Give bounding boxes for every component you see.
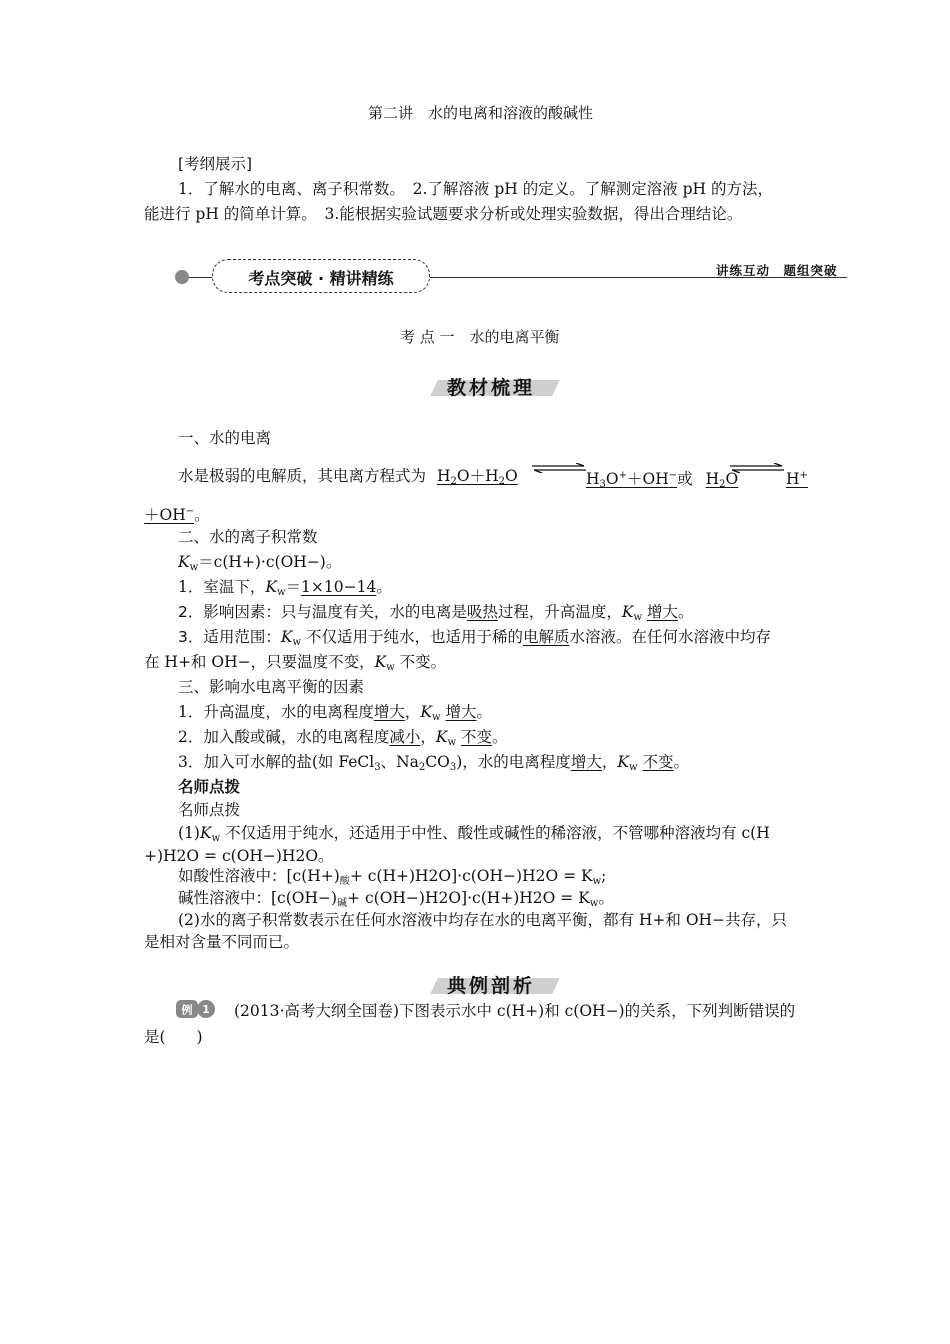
heading-ion-product: 二、水的离子积常数 [178, 528, 318, 546]
item-scope: 3．适用范围：$K_w$ 不仅适用于纯水，也适用于稀的电解质水溶液。在任何水溶液中均存 [178, 628, 772, 648]
kaodian-heading: 考 点 一 水的电离平衡 [400, 328, 560, 346]
item-factors: 2．影响因素：只与温度有关，水的电离是吸热过程，升高温度，$K_w$ 增大。 [178, 603, 694, 623]
tip-heading: 名师点拨 [178, 778, 241, 796]
tip-subheading: 名师点拨 [178, 801, 241, 819]
kw-value: 1×10−14 [301, 578, 377, 596]
heading-water-ionization: 一、水的电离 [178, 429, 272, 447]
factor-acid-base: 2．加入酸或碱，水的电离程度减小，$K_w$ 不变。 [178, 728, 508, 748]
tip-1-cont: +)H2O = c(OH−)H2O。 [144, 847, 334, 865]
item-scope-cont: 在 H+和 OH−，只要温度不变，$K_w$ 不变。 [144, 653, 447, 673]
tip-2-cont: 是相对含量不同而已。 [144, 933, 300, 951]
ionization-end: 。 [194, 506, 210, 524]
heading-factors: 三、影响水电离平衡的因素 [178, 678, 365, 696]
ionization-equation-line: 水是极弱的电解质，其电离方程式为 $H_2O+H_2O$ [178, 467, 518, 487]
outline-line-1: 1．了解水的电离、离子积常数。 2.了解溶液 pH 的定义。了解测定溶液 pH 的方法， [178, 180, 773, 198]
tip-2: (2)水的离子积常数表示在任何水溶液中均存在水的电离平衡，都有 H+和 OH−共存，只 [178, 911, 788, 929]
banner-title: 考点突破 · 精讲精练 [248, 269, 394, 288]
section-band-examples-label: 典例剖析 [446, 975, 535, 997]
outline-line-2: 能进行 pH 的简单计算。 3.能根据实验试题要求分析或处理实验数据，得出合理结论。 [144, 205, 743, 223]
item-room-temp: 1．室温下，$K_w=1\times 10-14$。 [178, 578, 392, 598]
svg-text:1: 1 [202, 1003, 210, 1016]
example-1-line-2: 是( ) [144, 1028, 203, 1046]
factor-salt: 3．加入可水解的盐(如 FeCl$_3$、$Na_2CO_3$)，水的电离程度增大，$K_w$ 不变。 [178, 753, 689, 773]
banner-subtitle: 讲练互动 题组突破 [716, 263, 838, 278]
ionization-or: 或 [677, 470, 693, 488]
tip-base: 碱性溶液中：$[c(OH-)_碱+ c(OH-)H2O]\cdot c(H+)H2O = K_w$。 [178, 889, 614, 909]
example-badge-icon [176, 999, 216, 1019]
banner-dot-icon [175, 270, 189, 284]
section-band-examples [426, 968, 556, 998]
banner-box [212, 259, 430, 293]
lecture-title: 第二讲 水的电离和溶液的酸碱性 [368, 104, 594, 122]
outline-heading: [考纲展示] [178, 155, 253, 173]
equilibrium-arrow-icon [730, 463, 784, 473]
kw-definition: $K_w=c(H+)\cdot c(OH-)$。 [178, 553, 342, 573]
section-band-textbook-label: 教材梳理 [446, 377, 535, 399]
example-1-line-1: (2013·高考大纲全国卷)下图表示水中 c(H+)和 c(OH−)的关系，下列判断错误的 [234, 1002, 796, 1020]
factor-temperature: 1．升高温度，水的电离程度增大，$K_w$ 增大。 [178, 703, 493, 723]
ionization-intro: 水是极弱的电解质，其电离方程式为 [178, 467, 427, 485]
tip-1: $(1)K_w$ 不仅适用于纯水，还适用于中性、酸性或碱性的稀溶液，不管哪种溶液均有 c(H [178, 824, 770, 844]
section-band-textbook [426, 370, 556, 400]
tip-acid: 如酸性溶液中：$[c(H+)_酸+ c(H+)H2O]\cdot c(OH-)H2O = K_w$; [178, 867, 607, 887]
svg-text:例: 例 [181, 1003, 193, 1017]
example-source: 高考大纲全国卷 [284, 1002, 393, 1020]
equilibrium-arrow-icon [532, 463, 586, 473]
